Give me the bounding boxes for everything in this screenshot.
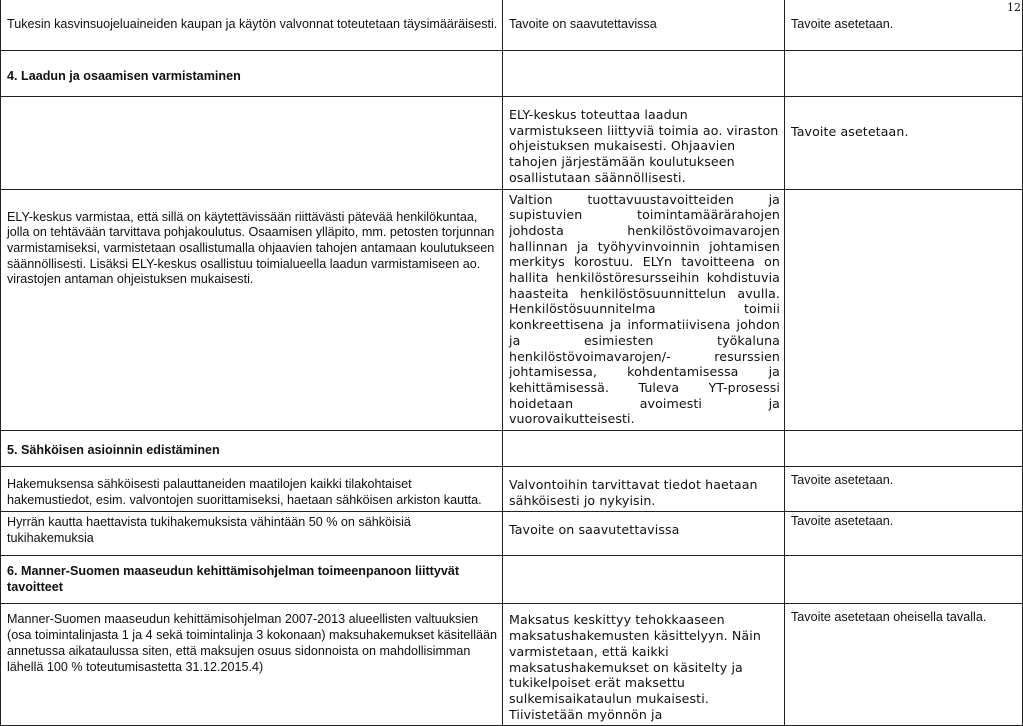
section-heading-row [1, 556, 1023, 604]
table-row [1, 467, 1023, 512]
table-row [1, 97, 1023, 190]
section-heading-5: 5. Sähköisen asioinnin edistäminen [1, 431, 503, 467]
assessment-cell: Valtion tuottavuustavoitteiden ja supistuvien toimintamäärärahojen johdosta henkilöstövoimavarojen hallinnan ja työhyvinvoinnin johtamisen merkitys korostuu. ELYn tavoitteena on hallita henkilöstöresursseihin kohdistuvia haasteita henkilöstösuunnittelun avulla. Henkilöstösuunnitelma toimii konkreettisena ja informatiivisena johdon ja esimiesten työkaluna henkilöstövoimavarojen/- resurssien johtamisessa, kohdentamisessa ja kehittämisessä. Tuleva YT-prosessi hoidetaan avoimesti ja vuorovaikutteisesti. [503, 189, 785, 431]
target-cell: Tavoite asetetaan oheisella tavalla. [785, 604, 1023, 726]
target-cell: Tavoite asetetaan. [785, 467, 1023, 512]
page-number: 12 [1007, 1, 1021, 14]
section-heading-row [1, 51, 1023, 97]
table-row [1, 604, 1023, 726]
objective-cell: ELY-keskus varmistaa, että sillä on käytettävissään riittävästi pätevää henkilökuntaa, jolla on tehtävään tarvittava pohjakoulutus. Osaamisen ylläpito, mm. petosten torjunnan varmistamiseksi, varmistetaan osallistumalla ohjaavien tahojen antamaan koulutukseen säännöllisesti. Lisäksi ELY-keskus osallistuu toimialueella laadun varmistamiseen ao. virastojen antaman ohjeistuksen mukaisesti. [1, 189, 503, 431]
target-cell: Tavoite asetetaan. [785, 512, 1023, 556]
objective-cell: Tukesin kasvinsuojeluaineiden kaupan ja käytön valvonnat toteutetaan täysimääräisesti. [1, 0, 503, 51]
objective-cell: Hyrrän kautta haettavista tukihakemuksista vähintään 50 % on sähköisiä tukihakemuksia [1, 512, 503, 556]
assessment-cell: Valvontoihin tarvittavat tiedot haetaan sähköisesti jo nykyisin. [503, 467, 785, 512]
section-heading-4: 4. Laadun ja osaamisen varmistaminen [1, 51, 503, 97]
table-row [1, 189, 1023, 431]
table-row [1, 0, 1023, 51]
table-row [1, 512, 1023, 556]
objective-cell: Hakemuksensa sähköisesti palauttaneiden maatilojen kaikki tilakohtaiset hakemustiedot, esim. valvontojen suorittamiseksi, haetaan sähköisen arkiston kautta. [1, 467, 503, 512]
assessment-cell: Maksatus keskittyy tehokkaaseen maksatushakemusten käsittelyyn. Näin varmistetaan, että kaikki maksatushakemukset on käsitelty ja tukikelpoiset erät maksettu sulkemisaikataulun mukaisesti. Tiivistetään myönnön ja [503, 604, 785, 726]
objective-cell: Manner-Suomen maaseudun kehittämisohjelman 2007-2013 alueellisten valtuuksien (osa toimintalinjasta 1 ja 4 sekä toimintalinja 3 kokonaan) maksuhakemukset käsitellään annetussa aikataulussa siten, että maksujen osuus sidonnoista on mahdollisimman lähellä 100 % toteutumisastetta 31.12.2015.4) [1, 604, 503, 726]
target-cell: Tavoite asetetaan. [785, 0, 1023, 51]
section-heading-6: 6. Manner-Suomen maaseudun kehittämisohjelman toimeenpanoon liittyvät tavoitteet [1, 556, 503, 604]
target-cell: Tavoite asetetaan. [785, 97, 1023, 190]
assessment-cell: Tavoite on saavutettavissa [503, 0, 785, 51]
assessment-cell: Tavoite on saavutettavissa [503, 512, 785, 556]
assessment-cell: ELY-keskus toteuttaa laadun varmistukseen liittyviä toimia ao. viraston ohjeistuksen mukaisesti. Ohjaavien tahojen järjestämään koulutukseen osallistutaan säännöllisesti. [503, 97, 785, 190]
section-heading-row [1, 431, 1023, 467]
